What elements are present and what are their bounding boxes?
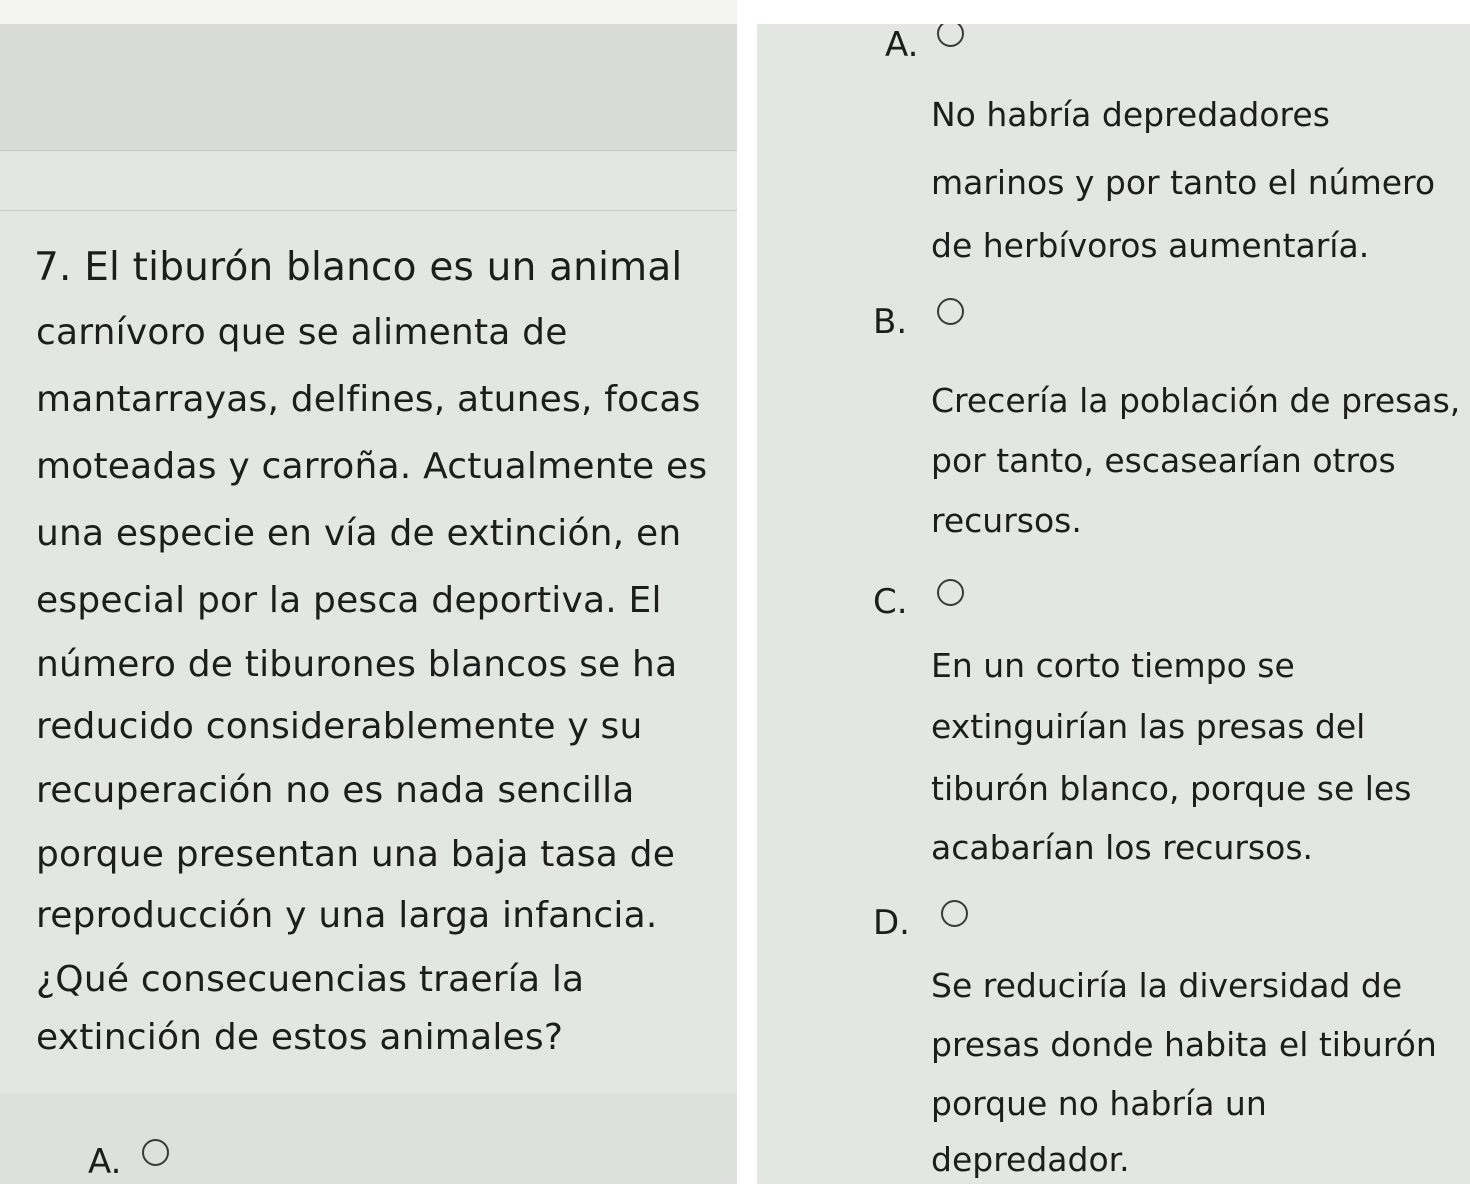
divider [0, 210, 737, 211]
choice-c-text-line: tiburón blanco, porque se les [931, 769, 1412, 808]
choice-c-text-line: extinguirían las presas del [931, 707, 1366, 746]
question-text-line: recuperación no es nada sencilla [36, 770, 635, 811]
question-text-line: especial por la pesca deportiva. El [36, 580, 662, 621]
choice-b-text-line: Crecería la población de presas, [931, 381, 1461, 420]
choice-d-text-line: depredador. [931, 1140, 1130, 1179]
top-fade [0, 0, 737, 24]
choice-d-label: D. [873, 903, 910, 943]
question-text-line: número de tiburones blancos se ha [36, 644, 678, 685]
question-text-line: reproducción y una larga infancia. [36, 895, 658, 936]
choice-a-text-line: No habría depredadores [931, 95, 1330, 134]
choice-a-radio-bottom[interactable] [142, 1139, 169, 1166]
question-text-line: reducido considerablemente y su [36, 706, 643, 747]
question-panel [0, 0, 737, 1184]
question-text-line: una especie en vía de extinción, en [36, 513, 682, 554]
choice-d-text-line: presas donde habita el tiburón [931, 1025, 1437, 1064]
choice-b-radio[interactable] [937, 298, 964, 325]
choice-a-label: A. [885, 25, 919, 65]
question-text-line: extinción de estos animales? [36, 1017, 564, 1058]
choice-b-text-line: recursos. [931, 501, 1082, 540]
question-text-line: carnívoro que se alimenta de [36, 312, 568, 353]
choice-a-text-line: de herbívoros aumentaría. [931, 226, 1370, 265]
question-text-line: porque presentan una baja tasa de [36, 834, 676, 875]
choice-c-text-line: En un corto tiempo se [931, 646, 1295, 685]
choice-d-text-line: porque no habría un [931, 1084, 1267, 1123]
choice-c-label: C. [873, 582, 908, 622]
choice-b-text-line: por tanto, escasearían otros [931, 441, 1396, 480]
question-text-line: mantarrayas, delfines, atunes, focas [36, 379, 701, 420]
question-text-line: moteadas y carroña. Actualmente es [36, 446, 708, 487]
choice-a-text-line: marinos y por tanto el número [931, 163, 1436, 202]
choices-panel [757, 24, 1470, 1184]
question-title: 7. El tiburón blanco es un animal [34, 245, 683, 290]
divider [0, 150, 737, 151]
choice-a-label-bottom: A. [88, 1142, 122, 1182]
choice-d-radio[interactable] [941, 900, 968, 927]
choice-d-text-line: Se reduciría la diversidad de [931, 966, 1403, 1005]
top-gray-band [0, 24, 737, 150]
question-text-line: ¿Qué consecuencias traería la [36, 959, 585, 1000]
choice-b-label: B. [873, 302, 908, 342]
choice-a-radio[interactable] [937, 24, 964, 47]
choice-c-radio[interactable] [937, 579, 964, 606]
choice-c-text-line: acabarían los recursos. [931, 828, 1313, 867]
